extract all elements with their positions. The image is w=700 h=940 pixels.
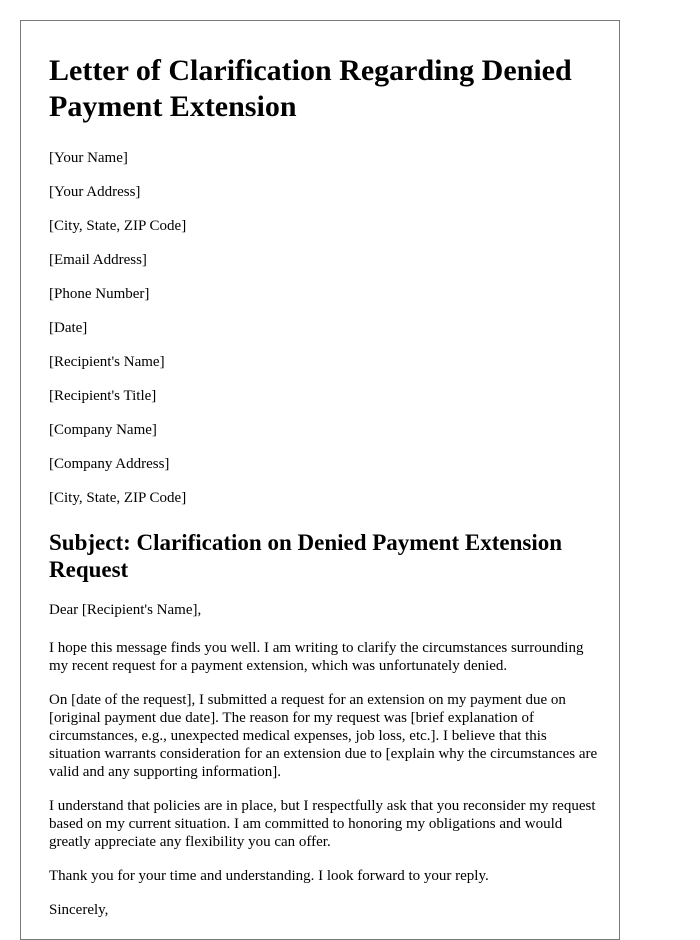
sender-name: [Your Name] (49, 150, 128, 166)
sender-city-state-zip: [City, State, ZIP Code] (49, 218, 187, 234)
recipient-company-address: [Company Address] (49, 456, 170, 472)
recipient-company: [Company Name] (49, 422, 157, 438)
letter-title: Letter of Clarification Regarding Denied Payment Extension (49, 54, 572, 123)
letter-greeting: Dear [Recipient's Name], (49, 602, 202, 618)
sender-email: [Email Address] (49, 252, 147, 268)
letter-page (20, 20, 620, 940)
letter-date: [Date] (49, 320, 88, 336)
recipient-name: [Recipient's Name] (49, 354, 165, 370)
body-paragraph: I understand that policies are in place, but I respectfully ask that you reconsider my request based on my current situation. I am committed to honoring my obligations and would greatly appreciate any flexibility you can offer. (49, 798, 596, 850)
letter-subject: Subject: Clarification on Denied Payment Extension Request (49, 530, 563, 582)
letter-closing: Sincerely, (49, 902, 109, 918)
recipient-city-state-zip: [City, State, ZIP Code] (49, 490, 187, 506)
sender-address: [Your Address] (49, 184, 141, 200)
body-paragraph: Thank you for your time and understanding. I look forward to your reply. (49, 868, 489, 884)
body-paragraph: I hope this message finds you well. I am writing to clarify the circumstances surrounding my recent request for a payment extension, which was unfortunately denied. (49, 640, 584, 674)
sender-phone: [Phone Number] (49, 286, 150, 302)
recipient-title: [Recipient's Title] (49, 388, 157, 404)
body-paragraph: On [date of the request], I submitted a request for an extension on my payment due on [original payment due date]. The reason for my request was [brief explanation of circumstances, e.g., unexpected medical expenses, job loss, etc.]. I believe that this situation warrants consideration for an extension due to [explain why the circumstances are valid and any supporting information]. (49, 692, 598, 780)
